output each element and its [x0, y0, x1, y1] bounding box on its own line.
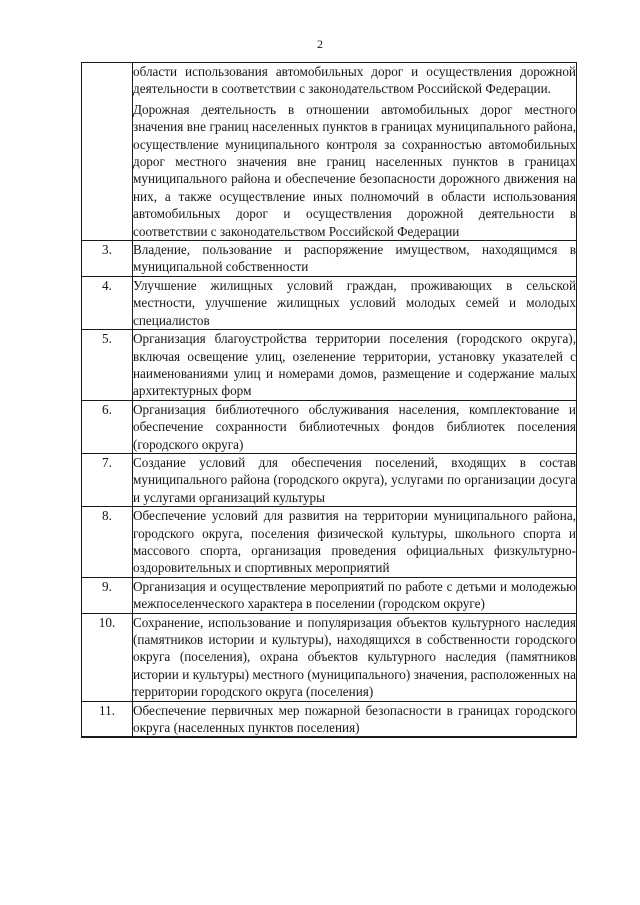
row-text: Организация и осуществление мероприятий по работе с детьми и молодежью межпоселенческого характера в поселении (городском округе) — [133, 578, 576, 612]
row-number: 8. — [82, 507, 133, 578]
table-row — [82, 577, 577, 613]
row-description — [133, 241, 577, 277]
table-row — [82, 613, 577, 701]
row-description — [133, 400, 577, 453]
row-number: 9. — [82, 577, 133, 613]
row-text: Сохранение, использование и популяризация объектов культурного наследия (памятников истории и культуры), находящихся в собственности городского округа (поселения), охрана объектов культурного наследия (памятников истории и культуры) местного (муниципального) значения, расположенных на территории городского округа (поселения) — [133, 614, 576, 700]
table-row — [82, 737, 577, 738]
row-number — [82, 737, 133, 738]
row-description — [133, 701, 577, 737]
table-row — [82, 276, 577, 329]
powers-table — [81, 62, 577, 738]
row-text: Обеспечение первичных мер пожарной безопасности в границах городского округа (населенных пунктов поселения) — [133, 702, 576, 736]
row-number: 6. — [82, 400, 133, 453]
table-row — [82, 241, 577, 277]
row-description — [133, 63, 577, 241]
row-text: Обеспечение условий для развития на территории муниципального района, городского округа, поселения физической культуры, школьного спорта и массового спорта, организация проведения официальных физкультурно-оздоровительных и спортивных мероприятий — [133, 508, 576, 576]
row-description — [133, 577, 577, 613]
row-description — [133, 507, 577, 578]
row-description — [133, 276, 577, 329]
row-number: 10. — [82, 613, 133, 701]
table-row — [82, 400, 577, 453]
row-number: 11. — [82, 701, 133, 737]
row-text: Улучшение жилищных условий граждан, проживающих в сельской местности, улучшение жилищных условий молодых семей и молодых специалистов — [133, 277, 576, 328]
row-description — [133, 613, 577, 701]
table-row — [82, 453, 577, 506]
table-row — [82, 330, 577, 401]
row-number: 4. — [82, 276, 133, 329]
row-number: 3. — [82, 241, 133, 277]
row-description — [133, 330, 577, 401]
table-row — [82, 701, 577, 737]
powers-table-body — [82, 63, 577, 738]
table-row — [82, 63, 577, 241]
row-number — [82, 63, 133, 241]
row-description — [133, 737, 577, 738]
row-description — [133, 453, 577, 506]
table-row — [82, 507, 577, 578]
row-text: Создание условий для обеспечения поселений, входящих в состав муниципального района (городского округа), услугами по организации досуга и услугами организаций культуры — [133, 454, 576, 505]
row-text: области использования автомобильных дорог и осуществления дорожной деятельности в соответствии с законодательством Российской Федерации. — [133, 64, 576, 97]
page-number: 2 — [317, 37, 323, 51]
row-number: 5. — [82, 330, 133, 401]
row-text: Дорожная деятельность в отношении автомобильных дорог местного значения вне границ населенных пунктов в границах муниципального района, осуществление муниципального контроля за сохранностью автомобильных дорог местного значения вне границ населенных пунктов в границах муниципального района и обеспечение безопасности дорожного движения на них, а также осуществление иных полномочий в области использования автомобильных дорог и осуществления дорожной деятельности в соответствии с законодательством Российской Федерации — [133, 101, 576, 239]
row-text: Организация благоустройства территории поселения (городского округа), включая освещение улиц, озеленение территории, установку указателей с наименованиями улиц и номерами домов, размещение и содержание малых архитектурных форм — [133, 331, 576, 399]
row-number: 7. — [82, 453, 133, 506]
row-text: Владение, пользование и распоряжение имуществом, находящимся в муниципальной собственности — [133, 242, 576, 275]
row-text: Организация библиотечного обслуживания населения, комплектование и обеспечение сохранности библиотечных фондов библиотек поселения (городского округа) — [133, 401, 576, 452]
